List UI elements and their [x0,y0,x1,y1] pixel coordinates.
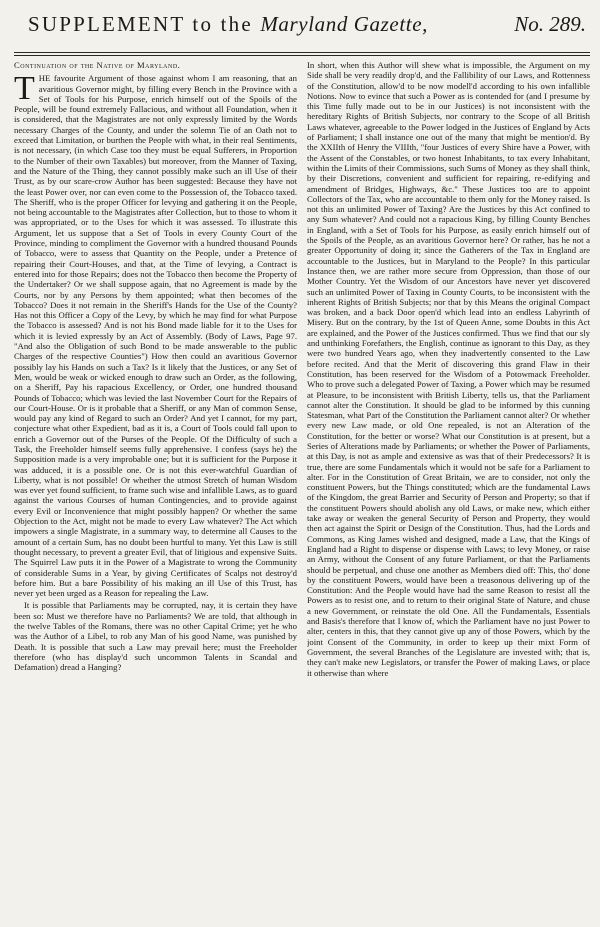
masthead-title-start: SUPPLEMENT to the [28,12,261,36]
article-heading: Continuation of the Native of Maryland. [14,60,181,70]
article-columns [14,60,590,917]
masthead-rule-thin [14,55,590,56]
paragraph: In short, when this Author will shew what is impossible, the Argument on my Side shall be very readily drop'd, and the Fallibility of our Laws, and Rottenness of the Constitution, allow'd to be now modell'd according to his own infallible Notions. Now to evince that such a Power as is contended for (and I presume by this Time fully made out to be in our Justices) is not inconsistent with the hereditary Rights of British Subjects, nor contrary to the Scope of all British Laws whatever, agreeable to the Power lodged in the Justices of England by Acts of Parliament; I shall instance one out of the many that might be mention'd. By the XXIIth of Henry the VIIIth, "four Justices of every Shire have a Power, with the Assent of the Constables, or two honest Inhabitants, to tax every Inhabitant, within the Limits of their Commissions, such Sums of Money as they shall think, by their Discretions, convenient and sufficient for repairing, re-edifying and amendment of Bridges, Highways, &c." These Justices too are to appoint Collectors of the Tax, who are accountable to them only for the Money raised. Is not this an unlimited Power of Taxing? Are the Justices by this Act confined to any Sum whatever? And could not a rapacious King, by filling County Benches in England, with a Set of Tools for his Purpose, as easily enrich himself out of the Spoils of the People, as an avaritious Governor here? Or rather, has he not a greater Opportunity of doing it; since the Gatherers of the Tax in England are accountable to the Justices, but in Maryland to the People? In this particular Instance then, we are rather more secure from Oppression, than those of our Mother Country. Yet the Wisdom of our Ancestors have never yet discovered such an unlimited Power of Taxing in County Courts, to be inconsistent with the inherent Rights of British Subjects; nor that by this Means the original Compact was broken, and a back Door open'd which lead into an endless Labyrinth of Misery. But on the contrary, by the 1st of Queen Anne, some Doubts in this Act are explained, and the Power of the Justices confirmed. Thus we find that our sly and unthinking Forefathers, the English, continue as ignorant to this Day, as they were two hundred Years ago, when they inadvertently consented to the Law before recited. And that the Merit of discovering this grand Flaw in their Constitution, has been reserved for the Wisdom of a Potowmack Freeholder. Who to prove such a delegated Power of Taxing, a Power which may be resumed at Pleasure, to be inconsistent with British Liberty, tells us, that the Parliament cannot alter the Constitution. It should be glad to be informed by this cunning Statesman, what Part of the Constitution the Parliament cannot alter? Or whether every new Law made, or old One repealed, is not an Alteration of the Constitution, for the better or worse? What our Constitution is at present, but a Series of Alterations made by Parliaments; or whether the Power of Parliaments, at this Day, is not as ample and extensive as was that of their Predecessors? It is true, there are some Fundamentals which it would not be safe for a Parliament to alter. For in the Constitution of Great Britain, we are to consider, not only the constituent Powers, but the Things constituted; which are the fundamental Laws of the Kingdom, the great Barrier and Security of Person and Property; so that if the constituent Powers should abolish any old Laws, or make new, which either take away or weaken the general Security of Person and Property, they would then act against the Spirit or Design of the Constitution. Thus, had the Lords and Commons, as King James wished and designed, made a Law, that the Kings of England had a Right to dispense or dispense with Laws; to levy Money, or raise an Army, without the Consent of any future Parliament, or that the Parliaments should be perpetual, and chuse one another as Members died off: This, tho' done by the constituent Powers, would have been a treasonous delivering up of the Constitution: And the People would have had the same Reason to resist all the Powers as to resist one, and to return to their original State of Nature, and chuse a new Government, or reinstate the old One. All the Fundamentals, Essentials and Basis's therefore that I know of, which the Parliament have no just Power to alter, centers in this, that they cannot give up any of those Powers, which by the joint Consent of the Community, in order to keep up their mixt Form of Government, the several Branches of the Legislature are invested with; that is, they can't make new Legislators, or transfer the Power of making Laws, or place it otherwise than where [307,60,590,678]
paragraph: It is possible that Parliaments may be corrupted, nay, it is certain they have been so: Must we therefore have no Parliaments? We are told, that although in the twelve Tables of the Romans, there was no other Capital Crime; yet he who was the Author of a Libel, to rob any Man of his good Name, was punished by Death. It is possible that such a Law may prevail here; must the Freeholder therefore (who has display'd such uncommon Talents in Scandal and Defamation) dread a Hanging? [14,600,297,673]
masthead [0,6,600,48]
column-right [307,60,590,917]
masthead-rule [14,52,590,53]
paragraph-text: HE favourite Argument of those against whom I am reasoning, that an avaritious Governor might, by filling every Bench in the Province with a Set of Tools for his Purpose, enrich himself out of the Spoils of the People, will be found extremely Fallacious, and without all Foundation, when it is considered, that the Magistrates are not only expressly limited by the Words necessary Charges of the County, and under the solemn Tie of an Oath not to exceed that Limitation, or burthen the People with what, in their real Sentiments, is not necessary, (in which Case too they must be equal Sufferers, in Proportion to the Number of their own Taxables) but moreover, from the Manner of Taxing, and the Nature of the Thing, they cannot possibly make such an ill Use of their Trust, as by our scare-crow Author has been suggested: Because they have not the least Power over, nor can even come to the Possession of, the Tobacco taxed. The Sheriff, who is the proper Officer for levying and gathering it on the People, not being accountable to the Magistrates after Collection, but to those to whom it was appropriated, or to the Uses for which it was assessed. To illustrate this Argument, let us suppose that a Set of Tools in every County Court of the Province, minding to compliment the Governor with a hundred thousand Pounds of Tobacco, were to assess that Quantity on the People, under a Pretence of repairing their Court-Houses, and that, at the Time of levying, a Contract is entered into for those Repairs; does not the Tobacco then become the Property of the Undertaker? Or we shall suppose again, that no Agreement is made by the Courts, nor by any Persons by them appointed; what then becomes of the Tobacco? Does it not remain in the Sheriff's Hands for the Use of the County? Has not this Officer a Copy of the Levy, by which he may find for what Purpose the Tobacco is assessed? And is not his Bond made liable for it to the Uses for which it is levied expressly by an Act of Assembly. (Body of Laws, Page 97. "And also the Obligation of such Bond to be made answerable to the public Charges of the respective Counties") How then could an avaritious Governor possibly lay his Hands on such a Tax? Is it likely that the Justices, or any Set of Men, would be weak or wicked enough to draw such an Order, as the following, on a Sheriff, Pay his rapacious Excellency, or Order, one hundred thousand Pounds of Tobacco; which was levied the last November Court for the Repairs of our Court-House. Or is it probable that a Sheriff, or any Man of common Sense, would pay any kind of Regard to such an Order? And yet I cannot, for my part, conjecture what other Expedient, bad as it is, a Court of Tools could fall upon to enrich a Governor out of the Purses of the People. Of the Difficulty of such a Task, the Freeholder himself seems fully apprehensive. I confess (says he) the Supposition made is a very improbable one; but it is sufficient for the Purpose it was adduced, it is a possible one. Or is not this ever-watchful Guardian of Liberty, what is not possible! Or whether the utmost Stretch of human Wisdom was ever yet found sufficient, to frame such wise and infallible Laws, as to guard against the various Courses of human Contingencies, and to provide against every Evil or Inconvenience that might possibly happen? Or whether the same Objection to the Act, might not be made to every Law whatever? The Act which impowers a single Magistrate, in a summary way, to determine all Causes to the amount of a certain Sum, has no doubt been hurtful to many. Yet this Law is still thought necessary, to prevent a greater Evil, that of litigious and expensive Suits. The Squirrel Law puts it in the Power of a Magistrate to wrong the Community of considerable Sums in a Year, by giving Certificates of Scalps not destroy'd before him. But a bare Possibility of his making an ill Use of this Trust, has never yet been urged as a Reason for repealing the Law. [14,73,297,599]
column-left [14,60,297,917]
paragraph [14,70,297,599]
drop-cap: T [14,70,35,108]
masthead-title [28,12,428,37]
issue-number: No. 289. [514,12,586,36]
masthead-paper-name: Maryland Gazette, [260,12,428,36]
